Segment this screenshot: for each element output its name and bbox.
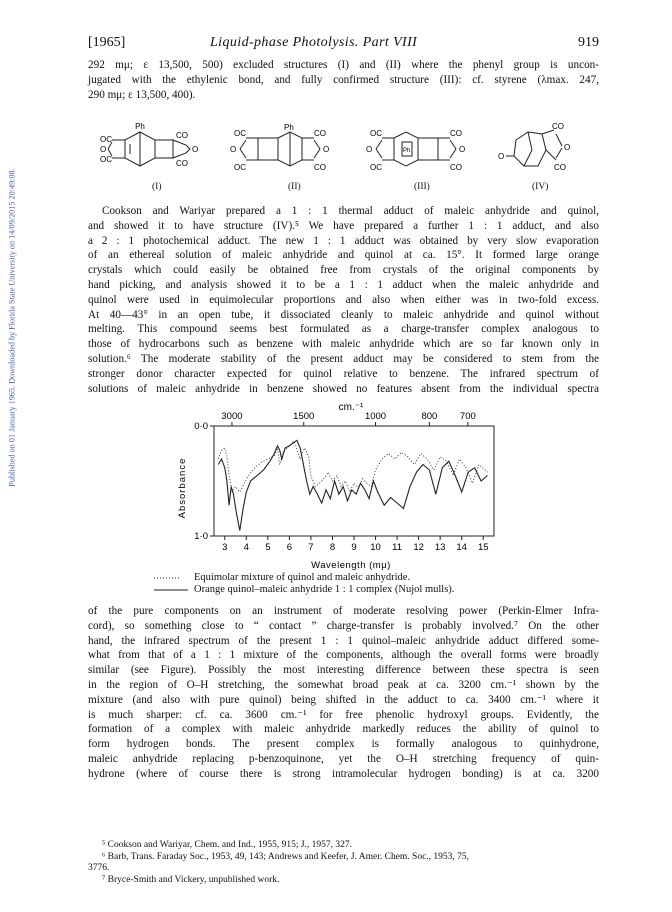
legend-text: Orange quinol–maleic anhydride 1 : 1 complex (Nujol mulls). (194, 584, 455, 595)
text-line: 290 mμ; ε 13,500, 400). (88, 88, 196, 101)
text-line: maleic anhydride replacing p-benzoquinone, yet the O–H stretching frequency of quin- (88, 752, 599, 765)
group-label: CO (552, 122, 564, 131)
legend-text: Equimolar mixture of quinol and maleic anhydride. (194, 572, 411, 583)
group-label: OC (370, 129, 382, 138)
group-label: CO (450, 163, 462, 172)
structure-III-drawing (364, 120, 476, 182)
structure-IV-drawing (498, 120, 580, 182)
x-tick-label: 15 (477, 542, 489, 553)
text-line: solutions of maleic anhydride in benzene showed no features absent from the individual spectra (88, 382, 599, 395)
group-label: O (498, 152, 505, 161)
structure-label: (IV) (532, 182, 549, 192)
x-tick-label: 9 (351, 542, 357, 553)
x-tick-label: 11 (392, 542, 403, 553)
text-line: in the region of O–H stretching, the somewhat broad peak at ca. 3200 cm.⁻¹ shown by the (88, 678, 599, 691)
group-label: OC (234, 163, 246, 172)
structure-II-drawing (228, 120, 348, 182)
text-line: quinol were used in equimolecular proportions and also when either was in two-fold excess. (88, 293, 599, 306)
x-axis-label: Wavelength (mμ) (311, 560, 391, 571)
top-tick-label: 700 (459, 411, 476, 422)
group-label: CO (176, 159, 188, 168)
text-line: crystals which could easily be obtained free from crystals of the original components by (88, 264, 599, 277)
text-line: and showed it to have structure (IV).⁵ We have prepared a further 1 : 1 adduct, and also (88, 219, 599, 232)
x-tick-label: 5 (265, 542, 271, 553)
structure-label: (I) (152, 182, 162, 192)
top-tick-label: 800 (421, 411, 438, 422)
group-label: Ph (403, 148, 411, 154)
footnote: 3776. (88, 863, 110, 874)
download-watermark (2, 70, 16, 590)
structure-II (228, 120, 348, 192)
group-label: CO (314, 163, 326, 172)
structure-IV (498, 120, 580, 192)
top-tick-label: 1000 (364, 411, 387, 422)
x-tick-label: 14 (456, 542, 467, 553)
text-line: jugated with the ethylenic bond, and fully confirmed structure (III): cf. styrene (λmax. 247, (88, 73, 599, 86)
y-axis-ticks (194, 421, 214, 542)
text-line: hydrone (where of course there is strong intramolecular hydrogen bonding) is at ca. 3200 (88, 767, 599, 780)
group-label: CO (314, 129, 326, 138)
series-complex-line (218, 440, 487, 530)
header-title: Liquid-phase Photolysis. Part VIII (210, 35, 418, 50)
top-tick-label: 1500 (293, 411, 315, 422)
solid-line-swatch (152, 586, 194, 594)
running-header (88, 35, 599, 53)
x-tick-label: 13 (434, 542, 446, 553)
text-line: 292 mμ; ε 13,500, 500) excluded structures (I) and (II) where the phenyl group is uncon- (88, 59, 599, 71)
group-label: Ph (135, 122, 145, 131)
text-line: solution.⁶ The moderate stability of the present adduct may be considered to stem from the (88, 352, 599, 365)
text-line: melting. This compound seems best formulated as a charge-transfer complex analogous to (88, 323, 599, 336)
group-label: OC (100, 155, 112, 164)
group-label: O (323, 145, 330, 154)
text-line: mixture (and also with pure quinol) being shifted in the adduct to ca. 3400 cm.⁻¹ where it (88, 693, 599, 706)
ir-spectrum-chart (168, 398, 508, 578)
text-line: of an ethereal solution of maleic anhydride and quinol at ca. 15°. It formed large orange (88, 249, 599, 262)
group-label: CO (176, 131, 188, 140)
paragraph-continued (88, 604, 599, 782)
series-layer (218, 440, 487, 530)
chemical-structures (100, 120, 580, 200)
text-line: cord), so something close to “ contact ” charge-transfer is probably involved.⁷ On the other (88, 619, 599, 632)
y-tick-label: 0·0 (194, 421, 208, 432)
plot-border (214, 426, 494, 536)
header-year: [1965] (88, 35, 126, 50)
text-line: stronger donor character expected for quinol relative to benzene. The infrared spectrum of (88, 367, 599, 380)
footnotes (88, 840, 599, 886)
group-label: OC (234, 129, 246, 138)
x-tick-label: 8 (329, 542, 336, 553)
x-tick-label: 10 (370, 542, 381, 553)
y-axis-label: Absorbance (177, 457, 188, 519)
group-label: O (459, 145, 466, 154)
x-tick-label: 6 (286, 542, 293, 553)
group-label: O (230, 145, 237, 154)
structure-label: (III) (414, 182, 430, 192)
text-line: those of hydrocarbons such as benzene with maleic anhydride which are so far known only in (88, 338, 599, 351)
structure-III (364, 120, 476, 192)
chart-frame (214, 426, 494, 536)
text-line: Cookson and Wariyar prepared a 1 : 1 thermal adduct of maleic anhydride and quinol, (102, 205, 599, 217)
group-label: O (366, 145, 373, 154)
text-line: formation of a complex with maleic anhydride markedly reduces the ability of quinol to (88, 723, 599, 736)
text-line: a 2 : 1 photochemical adduct. The new 1 : 1 adduct was obtained by very slow evaporation (88, 234, 599, 247)
structure-label: (II) (288, 182, 301, 192)
series-mixture-line (218, 441, 487, 492)
structure-I (100, 120, 210, 192)
group-label: CO (554, 163, 566, 172)
text-line: what from that of a 1 : 1 mixture of the components, although the overall forms were broadly (88, 649, 599, 662)
footnote: ⁵ Cookson and Wariyar, Chem. and Ind., 1955, 915; J., 1957, 327. (102, 840, 353, 850)
group-label: O (192, 145, 199, 154)
group-label: O (100, 145, 107, 154)
group-label: OC (100, 135, 112, 144)
group-label: CO (450, 129, 462, 138)
bottom-axis-ticks (222, 536, 488, 553)
text-line: similar (see Figure). Possibly the most interesting difference between these spectra is seen (88, 664, 599, 677)
paragraph-intro (88, 58, 599, 102)
text-line: At 40—43° in an open tube, it dissociated cleanly to maleic anhydride and quinol without (88, 308, 599, 321)
x-tick-label: 3 (222, 542, 228, 553)
text-line: hand picking, and analysis showed it to be a 1 : 1 adduct when the maleic anhydride and (88, 278, 599, 291)
text-line: of the pure components on an instrument of moderate resolving power (Perkin-Elmer Infra- (88, 605, 599, 617)
x-tick-label: 4 (243, 542, 249, 553)
paragraph-main (88, 204, 599, 396)
text-line: is much sharper: cf. ca. 3600 cm.⁻¹ for free phenolic hydroxyl groups. Evidently, the (88, 708, 599, 721)
y-tick-label: 1·0 (194, 531, 208, 542)
structure-I-drawing (100, 120, 210, 182)
top-axis-ticks (221, 411, 475, 426)
group-label: O (564, 143, 571, 152)
dotted-line-swatch (152, 574, 194, 582)
x-tick-label: 7 (308, 542, 314, 553)
page-number: 919 (578, 35, 599, 50)
text-line: hand, the infrared spectrum of the present 1 : 1 quinol–maleic anhydride adduct differed some- (88, 634, 599, 647)
footnote: ⁷ Bryce-Smith and Vickery, unpublished work. (102, 874, 280, 885)
x-tick-label: 12 (413, 542, 424, 553)
group-label: Ph (284, 123, 294, 132)
text-line: form hydrogen bonds. The present complex is formally analogous to quinhydrone, (88, 738, 599, 751)
top-axis-label: cm.⁻¹ (338, 402, 364, 413)
group-label: OC (370, 163, 382, 172)
chart-legend (152, 572, 454, 596)
legend-item-solid (152, 584, 454, 596)
download-notice: Published on 01 January 1965. Downloaded by Florida State University on 14/09/2015 20:49:08. (7, 168, 17, 487)
footnote: ⁶ Barb, Trans. Faraday Soc., 1953, 49, 143; Andrews and Keefer, J. Amer. Chem. Soc., 1953, 75, (102, 851, 470, 862)
legend-item-dotted (152, 572, 454, 584)
top-tick-label: 3000 (221, 411, 243, 422)
